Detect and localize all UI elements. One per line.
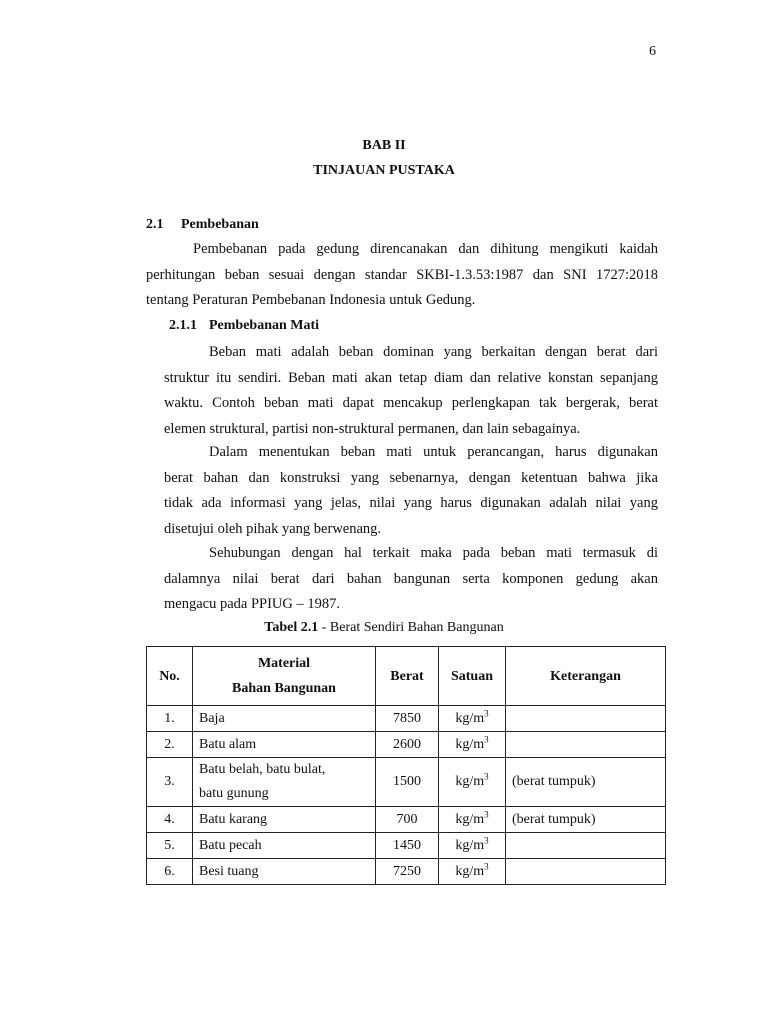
paragraph-line: mengacu pada PPIUG – 1987. xyxy=(164,596,340,612)
paragraph-line: waktu. Contoh beban mati dapat mencakup perlengkapan tak bergerak, berat xyxy=(164,395,658,411)
cell-satuan xyxy=(439,833,506,859)
cell-keterangan xyxy=(506,706,666,732)
header-satuan: Satuan xyxy=(439,647,506,706)
table-row xyxy=(147,706,666,732)
cell-satuan xyxy=(439,807,506,833)
header-berat: Berat xyxy=(376,647,439,706)
chapter-heading: BAB II xyxy=(362,138,406,153)
paragraph-line: elemen struktural, partisi non-struktural permanen, dan lain sebagainya. xyxy=(164,420,581,437)
cell-berat: 1500 xyxy=(376,758,439,807)
table-caption-text: - Berat Sendiri Bahan Bangunan xyxy=(318,620,504,635)
cell-keterangan: (berat tumpuk) xyxy=(506,758,666,807)
paragraph-line: Pembebanan pada gedung direncanakan dan dihitung mengikuti kaidah xyxy=(193,241,658,257)
cell-material-line2: batu gunung xyxy=(199,786,269,801)
header-keterangan: Keterangan xyxy=(506,647,666,706)
cell-berat: 700 xyxy=(376,807,439,833)
cell-keterangan xyxy=(506,859,666,885)
unit-base: kg/m xyxy=(455,837,485,853)
table-header-row xyxy=(147,647,666,706)
cell-material-line1: Batu belah, batu bulat, xyxy=(199,762,326,777)
cell-berat: 2600 xyxy=(376,732,439,758)
subsection-heading xyxy=(169,318,319,334)
section-heading xyxy=(146,217,259,233)
paragraph-line: Beban mati adalah beban dominan yang berkaitan dengan berat dari xyxy=(209,344,658,360)
cell-no: 2. xyxy=(147,732,193,758)
cell-keterangan: (berat tumpuk) xyxy=(506,807,666,833)
unit-exponent: 3 xyxy=(484,733,489,744)
cell-material xyxy=(193,758,376,807)
cell-satuan xyxy=(439,859,506,885)
header-no: No. xyxy=(147,647,193,706)
table-row xyxy=(147,859,666,885)
cell-no: 3. xyxy=(147,758,193,807)
header-material-line1: Material xyxy=(257,656,311,671)
cell-keterangan xyxy=(506,732,666,758)
cell-no: 6. xyxy=(147,859,193,885)
paragraph-line: struktur itu sendiri. Beban mati akan tetap diam dan relative konstan sepanjang xyxy=(164,369,658,386)
subsection-number: 2.1.1 xyxy=(169,318,197,333)
cell-berat: 1450 xyxy=(376,833,439,859)
cell-material: Batu karang xyxy=(193,807,376,833)
cell-berat: 7250 xyxy=(376,859,439,885)
unit-exponent: 3 xyxy=(484,808,489,819)
unit-base: kg/m xyxy=(455,774,485,789)
unit-base: kg/m xyxy=(455,863,485,879)
unit-base: kg/m xyxy=(455,811,485,827)
cell-material: Besi tuang xyxy=(193,859,376,885)
cell-no: 1. xyxy=(147,706,193,732)
paragraph-line: disetujui oleh pihak yang berwenang. xyxy=(164,520,382,537)
cell-material: Batu pecah xyxy=(193,833,376,859)
design-load-paragraph xyxy=(164,440,658,542)
table-caption-label: Tabel 2.1 xyxy=(264,620,319,635)
unit-base: kg/m xyxy=(455,710,485,726)
unit-exponent: 3 xyxy=(484,860,489,871)
unit-exponent: 3 xyxy=(484,707,489,718)
paragraph-line: perhitungan beban sesuai dengan standar SKBI-1.3.53:1987 dan SNI 1727:2018 xyxy=(146,266,658,283)
section-title: Pembebanan xyxy=(181,217,259,232)
paragraph-line: Dalam menentukan beban mati untuk perancangan, harus digunakan xyxy=(209,444,658,460)
chapter-title: TINJAUAN PUSTAKA xyxy=(313,163,455,178)
paragraph-line: tentang Peraturan Pembebanan Indonesia untuk Gedung. xyxy=(146,292,476,308)
unit-base: kg/m xyxy=(455,736,485,752)
paragraph-line: Sehubungan dengan hal terkait maka pada beban mati termasuk di xyxy=(209,545,658,561)
table-row xyxy=(147,833,666,859)
cell-satuan xyxy=(439,758,506,807)
cell-berat: 7850 xyxy=(376,706,439,732)
dead-load-paragraph xyxy=(164,340,658,442)
cell-satuan xyxy=(439,706,506,732)
table-row xyxy=(147,758,666,807)
unit-exponent: 3 xyxy=(484,834,489,845)
ppiug-paragraph xyxy=(164,541,658,618)
header-material xyxy=(193,647,376,706)
cell-no: 4. xyxy=(147,807,193,833)
paragraph-line: tidak ada informasi yang jelas, nilai yang harus digunakan adalah nilai yang xyxy=(164,495,658,511)
section-number: 2.1 xyxy=(146,217,164,232)
subsection-title: Pembebanan Mati xyxy=(209,318,320,333)
paragraph-line: berat bahan dan konstruksi yang sebenarnya, dengan ketentuan bahwa jika xyxy=(164,469,658,486)
header-material-line2: Bahan Bangunan xyxy=(232,681,336,696)
page-number: 6 xyxy=(649,44,656,59)
table-row xyxy=(147,732,666,758)
paragraph-line: dalamnya nilai berat dari bahan bangunan serta komponen gedung akan xyxy=(164,570,658,587)
cell-satuan xyxy=(439,732,506,758)
unit-exponent: 3 xyxy=(484,771,489,782)
cell-material: Baja xyxy=(193,706,376,732)
cell-material: Batu alam xyxy=(193,732,376,758)
material-weight-table xyxy=(146,646,666,885)
table-row xyxy=(147,807,666,833)
cell-no: 5. xyxy=(147,833,193,859)
section-paragraph xyxy=(146,237,658,314)
table-caption xyxy=(0,620,768,636)
cell-keterangan xyxy=(506,833,666,859)
